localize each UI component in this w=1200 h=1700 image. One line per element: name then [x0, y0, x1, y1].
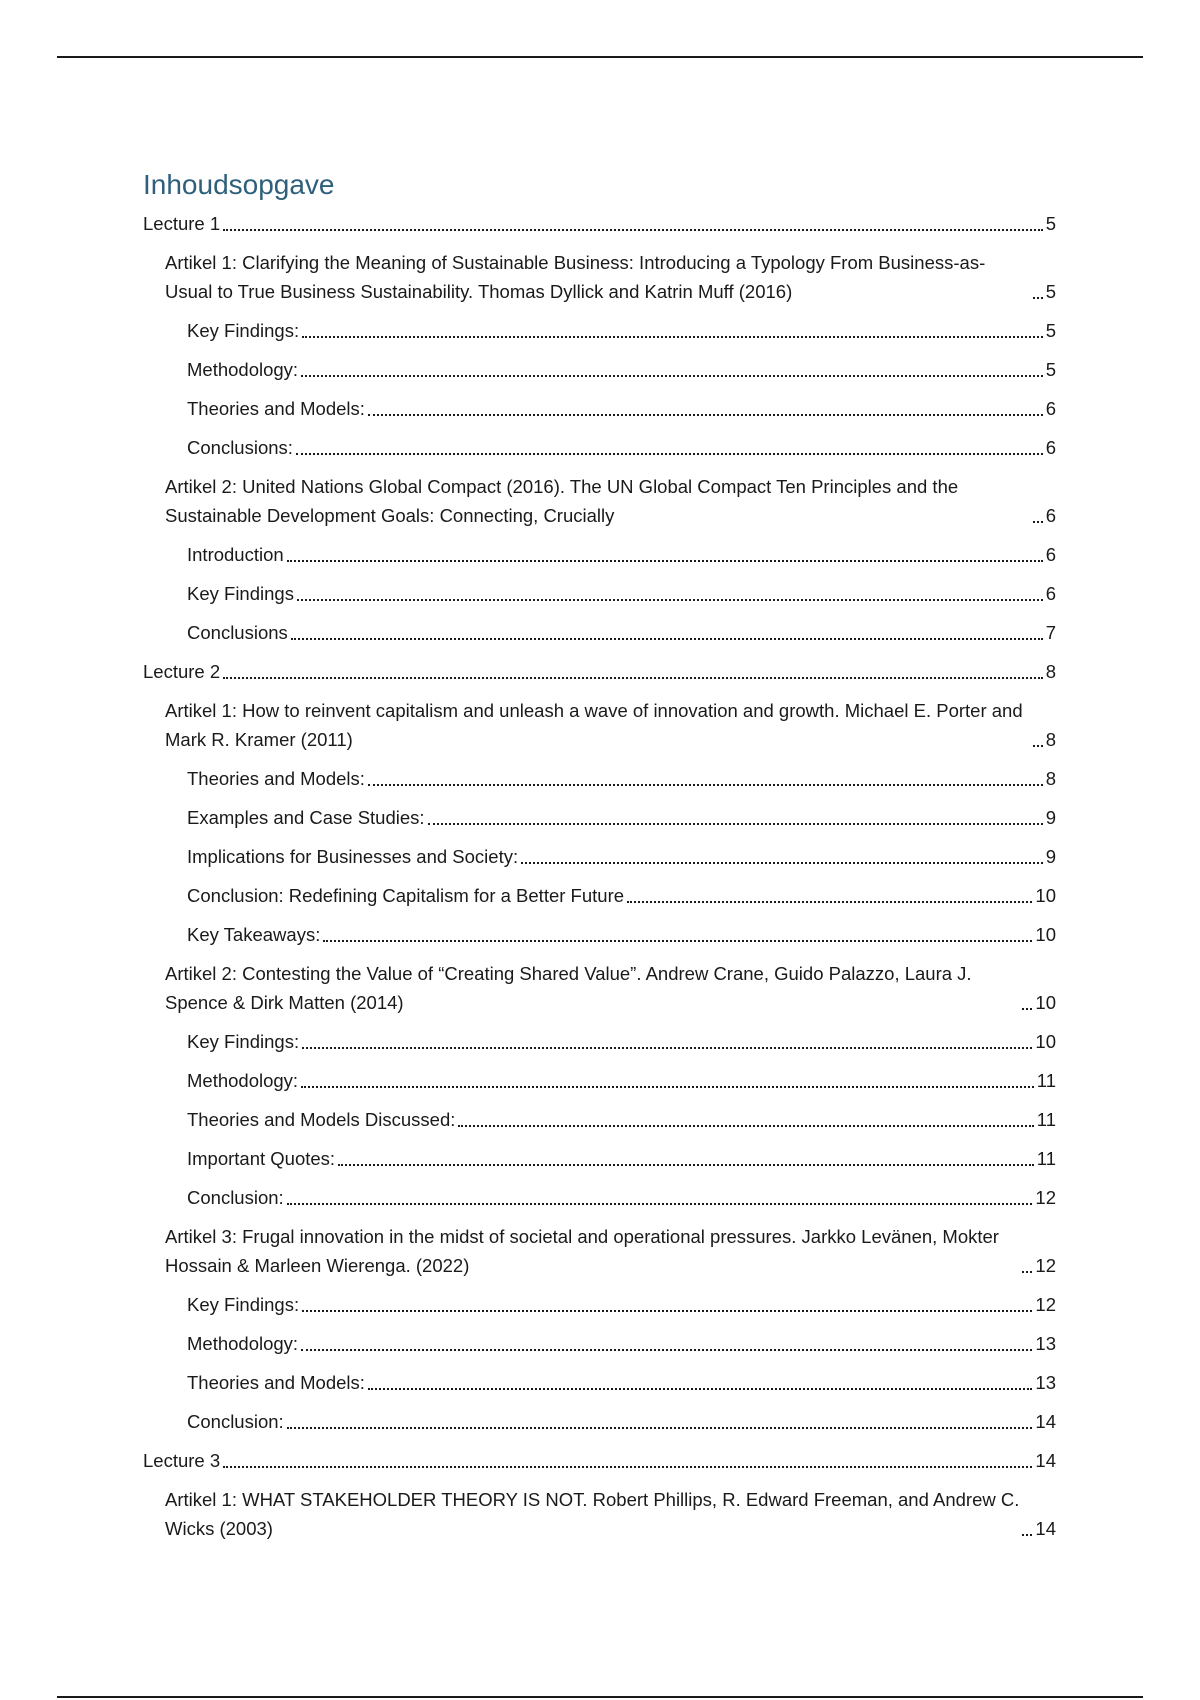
toc-entry-level-3[interactable] — [143, 1329, 1056, 1358]
toc-entry-label: Methodology: — [187, 1070, 299, 1091]
toc-entry-list — [143, 209, 1056, 1543]
toc-entry-level-3[interactable] — [143, 1407, 1056, 1436]
toc-entry-label: Artikel 1: How to reinvent capitalism and unleash a wave of innovation and growth. Michael E. Porter and Mark R. Kramer (2011) — [165, 700, 1023, 750]
toc-entry-page-number: 6 — [1045, 398, 1056, 419]
toc-entry-page-number: 8 — [1045, 729, 1056, 750]
toc-dot-leader — [428, 823, 1043, 825]
toc-entry-level-3[interactable] — [143, 881, 1056, 910]
toc-dot-leader — [297, 599, 1043, 601]
toc-dot-leader — [1033, 297, 1043, 299]
toc-entry-level-3[interactable] — [143, 618, 1056, 647]
toc-entry-page-number: 8 — [1045, 661, 1056, 682]
toc-entry-label: Key Findings — [187, 583, 294, 604]
toc-dot-leader — [223, 677, 1043, 679]
toc-entry-label: Theories and Models: — [187, 768, 365, 789]
toc-entry-label: Lecture 1 — [143, 213, 221, 234]
toc-dot-leader — [1022, 1008, 1032, 1010]
toc-entry-level-3[interactable] — [143, 1290, 1056, 1319]
toc-dot-leader — [291, 638, 1043, 640]
toc-entry-page-number: 14 — [1035, 1518, 1056, 1539]
toc-entry-page-number: 14 — [1035, 1411, 1056, 1432]
toc-entry-page-number: 12 — [1035, 1187, 1056, 1208]
toc-entry-level-3[interactable] — [143, 1066, 1056, 1095]
toc-dot-leader — [627, 901, 1032, 903]
toc-entry-label: Methodology: — [187, 1333, 299, 1354]
toc-entry-page-number: 9 — [1045, 846, 1056, 867]
toc-dot-leader — [296, 453, 1043, 455]
toc-entry-level-2[interactable] — [143, 248, 1056, 306]
toc-entry-page-number: 10 — [1035, 1031, 1056, 1052]
toc-entry-page-number: 10 — [1035, 992, 1056, 1013]
toc-entry-page-number: 10 — [1035, 924, 1056, 945]
toc-entry-page-number: 6 — [1045, 437, 1056, 458]
toc-entry-level-3[interactable] — [143, 920, 1056, 949]
toc-entry-level-3[interactable] — [143, 433, 1056, 462]
toc-entry-label: Artikel 3: Frugal innovation in the midst of societal and operational pressures. Jarkko Levänen, Mokter Hossain & Marleen Wierenga. (2022) — [165, 1226, 999, 1276]
toc-dot-leader — [302, 1310, 1032, 1312]
toc-entry-label: Lecture 3 — [143, 1450, 221, 1471]
toc-dot-leader — [323, 940, 1032, 942]
header-rule — [57, 56, 1143, 58]
toc-dot-leader — [287, 1427, 1033, 1429]
toc-entry-page-number: 6 — [1045, 505, 1056, 526]
toc-entry-level-3[interactable] — [143, 1144, 1056, 1173]
toc-entry-label: Theories and Models: — [187, 1372, 365, 1393]
toc-entry-label: Key Findings: — [187, 1294, 300, 1315]
toc-entry-label: Conclusions: — [187, 437, 293, 458]
toc-entry-label: Conclusions — [187, 622, 288, 643]
toc-dot-leader — [301, 375, 1043, 377]
toc-entry-level-3[interactable] — [143, 842, 1056, 871]
toc-entry-page-number: 10 — [1035, 885, 1056, 906]
toc-entry-page-number: 13 — [1035, 1333, 1056, 1354]
toc-entry-page-number: 5 — [1045, 213, 1056, 234]
toc-entry-level-3[interactable] — [143, 394, 1056, 423]
toc-entry-page-number: 12 — [1035, 1255, 1056, 1276]
toc-entry-level-3[interactable] — [143, 803, 1056, 832]
toc-dot-leader — [1022, 1534, 1032, 1536]
toc-entry-page-number: 5 — [1045, 320, 1056, 341]
toc-entry-page-number: 11 — [1036, 1148, 1056, 1169]
toc-title: Inhoudsopgave — [143, 169, 335, 200]
toc-dot-leader — [301, 1349, 1032, 1351]
toc-dot-leader — [368, 1388, 1033, 1390]
toc-entry-level-3[interactable] — [143, 540, 1056, 569]
toc-entry-page-number: 5 — [1045, 359, 1056, 380]
toc-entry-page-number: 8 — [1045, 768, 1056, 789]
toc-entry-level-3[interactable] — [143, 1105, 1056, 1134]
toc-dot-leader — [458, 1125, 1033, 1127]
toc-entry-label: Lecture 2 — [143, 661, 221, 682]
toc-entry-page-number: 13 — [1035, 1372, 1056, 1393]
toc-entry-level-2[interactable] — [143, 959, 1056, 1017]
toc-entry-label: Artikel 1: WHAT STAKEHOLDER THEORY IS NOT. Robert Phillips, R. Edward Freeman, and Andrew C. Wicks (2003) — [165, 1489, 1020, 1539]
toc-entry-level-2[interactable] — [143, 472, 1056, 530]
toc-entry-page-number: 9 — [1045, 807, 1056, 828]
toc-entry-page-number: 6 — [1045, 544, 1056, 565]
toc-entry-page-number: 11 — [1036, 1070, 1056, 1091]
toc-dot-leader — [1033, 745, 1043, 747]
toc-entry-label: Theories and Models Discussed: — [187, 1109, 456, 1130]
toc-entry-label: Artikel 2: Contesting the Value of “Creating Shared Value”. Andrew Crane, Guido Palazzo, Laura J. Spence & Dirk Matten (2014) — [165, 963, 972, 1013]
toc-dot-leader — [338, 1164, 1034, 1166]
toc-entry-level-3[interactable] — [143, 355, 1056, 384]
toc-dot-leader — [223, 229, 1043, 231]
toc-entry-level-1[interactable] — [143, 657, 1056, 686]
toc-entry-page-number: 12 — [1035, 1294, 1056, 1315]
toc-entry-label: Key Findings: — [187, 320, 300, 341]
toc-entry-level-3[interactable] — [143, 764, 1056, 793]
toc-entry-level-3[interactable] — [143, 579, 1056, 608]
toc-entry-level-2[interactable] — [143, 1485, 1056, 1543]
toc-dot-leader — [521, 862, 1043, 864]
toc-entry-label: Implications for Businesses and Society: — [187, 846, 519, 867]
toc-entry-page-number: 5 — [1045, 281, 1056, 302]
toc-dot-leader — [287, 1203, 1033, 1205]
toc-dot-leader — [287, 560, 1043, 562]
toc-dot-leader — [1022, 1271, 1032, 1273]
toc-entry-level-3[interactable] — [143, 316, 1056, 345]
toc-entry-label: Theories and Models: — [187, 398, 365, 419]
toc-entry-level-3[interactable] — [143, 1368, 1056, 1397]
toc-entry-level-3[interactable] — [143, 1183, 1056, 1212]
toc-entry-label: Introduction — [187, 544, 284, 565]
toc-entry-label: Conclusion: — [187, 1411, 284, 1432]
toc-entry-level-1[interactable] — [143, 209, 1056, 238]
toc-entry-level-2[interactable] — [143, 696, 1056, 754]
table-of-contents — [143, 167, 1056, 1543]
toc-dot-leader — [368, 784, 1043, 786]
toc-entry-page-number: 6 — [1045, 583, 1056, 604]
toc-dot-leader — [301, 1086, 1034, 1088]
toc-entry-label: Important Quotes: — [187, 1148, 336, 1169]
toc-dot-leader — [223, 1466, 1032, 1468]
toc-dot-leader — [302, 1047, 1032, 1049]
toc-dot-leader — [368, 414, 1043, 416]
toc-entry-label: Methodology: — [187, 359, 299, 380]
toc-entry-level-1[interactable] — [143, 1446, 1056, 1475]
toc-entry-label: Conclusion: Redefining Capitalism for a Better Future — [187, 885, 625, 906]
toc-entry-label: Key Findings: — [187, 1031, 300, 1052]
toc-entry-label: Artikel 2: United Nations Global Compact (2016). The UN Global Compact Ten Principles and the Sustainable Development Goals: Connecting, Crucially — [165, 476, 959, 526]
toc-dot-leader — [302, 336, 1043, 338]
toc-entry-page-number: 14 — [1035, 1450, 1056, 1471]
toc-entry-label: Examples and Case Studies: — [187, 807, 425, 828]
toc-entry-page-number: 7 — [1045, 622, 1056, 643]
toc-entry-page-number: 11 — [1036, 1109, 1056, 1130]
toc-entry-level-2[interactable] — [143, 1222, 1056, 1280]
toc-dot-leader — [1033, 521, 1043, 523]
toc-entry-label: Conclusion: — [187, 1187, 284, 1208]
toc-entry-level-3[interactable] — [143, 1027, 1056, 1056]
toc-entry-label: Artikel 1: Clarifying the Meaning of Sustainable Business: Introducing a Typology From Business-as-Usual to True Business Sustainability. Thomas Dyllick and Katrin Muff (2016) — [165, 252, 986, 302]
toc-entry-label: Key Takeaways: — [187, 924, 321, 945]
footer-rule — [57, 1696, 1143, 1698]
